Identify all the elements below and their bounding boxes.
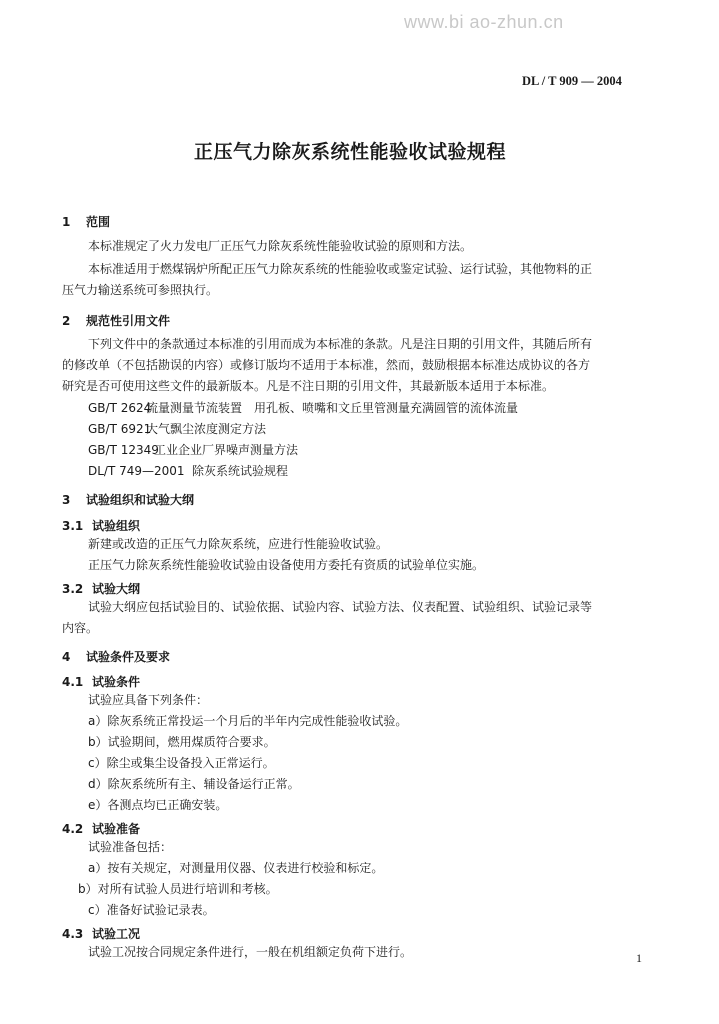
subsection-number: 3.2 <box>62 582 84 596</box>
reference-item <box>88 444 298 456</box>
paragraph: 本标准规定了火力发电厂正压气力除灰系统性能验收试验的原则和方法。 <box>88 239 473 253</box>
subsection-4-3-heading <box>62 925 140 942</box>
subsection-number: 4.3 <box>62 927 84 941</box>
list-item: b）试验期间，燃用煤质符合要求。 <box>88 735 276 749</box>
paragraph: 试验工况按合同规定条件进行，一般在机组额定负荷下进行。 <box>88 945 413 959</box>
section-3-heading <box>62 491 194 508</box>
reference-title: 大气飘尘浓度测定方法 <box>146 422 267 436</box>
subsection-4-1-heading <box>62 673 140 690</box>
section-number: 2 <box>62 314 71 328</box>
reference-item <box>88 465 288 477</box>
reference-item <box>88 423 266 435</box>
reference-code: GB/T 6921 <box>88 422 152 436</box>
list-item: e）各测点均已正确安装。 <box>88 798 228 812</box>
section-title: 试验条件及要求 <box>86 650 171 664</box>
subsection-3-1-heading <box>62 517 140 534</box>
paragraph: 试验大纲应包括试验目的、试验依据、试验内容、试验方法、仪表配置、试验组织、试验记录等 <box>88 600 593 614</box>
section-title: 试验组织和试验大纲 <box>86 493 195 507</box>
subsection-title: 试验准备 <box>92 822 141 836</box>
section-number: 3 <box>62 493 71 507</box>
subsection-number: 4.1 <box>62 675 84 689</box>
list-item: c）准备好试验记录表。 <box>88 903 215 917</box>
section-title: 范围 <box>86 215 111 229</box>
subsection-number: 4.2 <box>62 822 84 836</box>
reference-code: DL/T 749—2001 <box>88 464 185 478</box>
standard-code: DL / T 909 — 2004 <box>522 74 622 88</box>
paragraph-continued: 内容。 <box>62 621 99 635</box>
subsection-title: 试验条件 <box>92 675 141 689</box>
paragraph-continued: 的修改单（不包括勘误的内容）或修订版均不适用于本标准，然而，鼓励根据本标准达成协议的各方 <box>62 358 591 372</box>
paragraph: 试验准备包括： <box>88 840 173 854</box>
paragraph: 试验应具备下列条件： <box>88 693 209 707</box>
subsection-3-2-heading <box>62 580 140 597</box>
paragraph-continued: 压气力输送系统可参照执行。 <box>62 283 219 297</box>
paragraph: 下列文件中的条款通过本标准的引用而成为本标准的条款。凡是注日期的引用文件，其随后所有 <box>88 337 593 351</box>
paragraph: 正压气力除灰系统性能验收试验由设备使用方委托有资质的试验单位实施。 <box>88 558 485 572</box>
reference-code: GB/T 2624 <box>88 401 152 415</box>
watermark-text: www.bi ao-zhun.cn <box>404 12 564 32</box>
document-title: 正压气力除灰系统性能验收试验规程 <box>194 141 507 163</box>
paragraph: 本标准适用于燃煤锅炉所配正压气力除灰系统的性能验收或鉴定试验、运行试验，其他物料的正 <box>88 262 593 276</box>
section-number: 4 <box>62 650 71 664</box>
section-title: 规范性引用文件 <box>86 314 171 328</box>
reference-title: 除灰系统试验规程 <box>192 464 289 478</box>
subsection-title: 试验大纲 <box>92 582 141 596</box>
subsection-4-2-heading <box>62 820 140 837</box>
subsection-number: 3.1 <box>62 519 84 533</box>
section-1-heading <box>62 213 110 230</box>
reference-item <box>88 402 518 414</box>
list-item: a）除灰系统正常投运一个月后的半年内完成性能验收试验。 <box>88 714 408 728</box>
reference-title: 流量测量节流装置 用孔板、喷嘴和文丘里管测量充满圆管的流体流量 <box>146 401 519 415</box>
subsection-title: 试验工况 <box>92 927 141 941</box>
reference-title: 工业企业厂界噪声测量方法 <box>154 443 299 457</box>
reference-code: GB/T 12349 <box>88 443 159 457</box>
section-2-heading <box>62 312 170 329</box>
section-number: 1 <box>62 215 71 229</box>
paragraph-continued: 研究是否可使用这些文件的最新版本。凡是不注日期的引用文件，其最新版本适用于本标准。 <box>62 379 555 393</box>
list-item: a）按有关规定，对测量用仪器、仪表进行校验和标定。 <box>88 861 384 875</box>
list-item: c）除尘或集尘设备投入正常运行。 <box>88 756 275 770</box>
subsection-title: 试验组织 <box>92 519 141 533</box>
list-item: b）对所有试验人员进行培训和考核。 <box>78 882 278 896</box>
list-item: d）除灰系统所有主、辅设备运行正常。 <box>88 777 300 791</box>
paragraph: 新建或改造的正压气力除灰系统，应进行性能验收试验。 <box>88 537 389 551</box>
page-number: 1 <box>636 951 642 965</box>
section-4-heading <box>62 648 170 665</box>
